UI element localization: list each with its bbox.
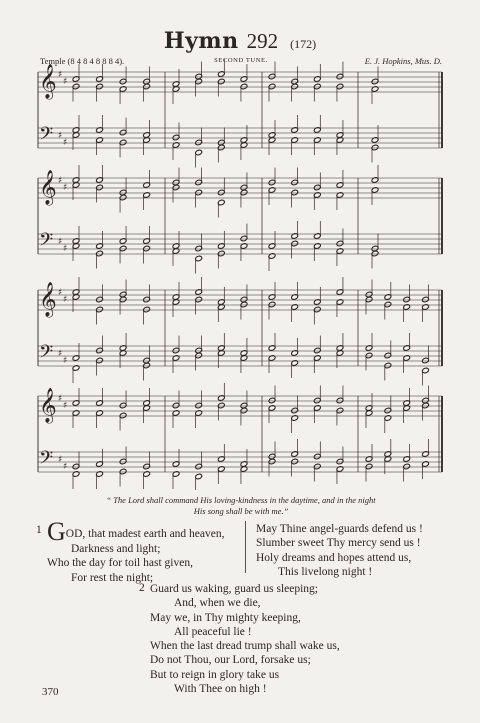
verse-line: OD, that madest earth and heaven, bbox=[65, 528, 225, 540]
key-sharp: ♯ bbox=[58, 70, 63, 80]
verse-line: Who the day for toil hast given, bbox=[47, 557, 193, 570]
key-sharp: ♯ bbox=[63, 295, 68, 305]
key-sharp: ♯ bbox=[58, 394, 63, 404]
verse-1-right bbox=[256, 522, 423, 579]
bass-clef-icon: 𝄢 bbox=[39, 448, 54, 473]
verse-number: 1 bbox=[36, 524, 42, 536]
key-sharp: ♯ bbox=[58, 131, 63, 141]
quote-line: His song shall be with me.” bbox=[193, 506, 289, 516]
verse-line: May Thine angel-guards defend us ! bbox=[256, 523, 423, 535]
verse-line: Darkness and light; bbox=[71, 543, 161, 555]
key-sharp: ♯ bbox=[63, 462, 68, 472]
key-sharp: ♯ bbox=[58, 176, 63, 186]
verse-line: Do not Thou, our Lord, forsake us; bbox=[150, 654, 311, 667]
verse-line: Holy dreams and hopes attend us, bbox=[256, 551, 412, 564]
verse-line: May we, in Thy mighty keeping, bbox=[150, 611, 301, 624]
verse-1-left bbox=[47, 517, 225, 585]
key-sharp: ♯ bbox=[58, 237, 63, 247]
key-sharp: ♯ bbox=[63, 183, 68, 193]
key-sharp: ♯ bbox=[63, 401, 68, 411]
treble-clef-icon: 𝄞 bbox=[39, 282, 57, 317]
bass-clef-icon: 𝄢 bbox=[39, 342, 54, 367]
verse-2 bbox=[150, 582, 340, 696]
verse-line: But to reign in glory take us bbox=[150, 668, 280, 681]
key-sharp: ♯ bbox=[58, 455, 63, 465]
key-sharp: ♯ bbox=[58, 349, 63, 359]
verse-number: 2 bbox=[139, 582, 145, 594]
verse-line: All peaceful lie ! bbox=[174, 625, 252, 638]
page-number: 370 bbox=[42, 686, 59, 698]
bass-clef-icon: 𝄢 bbox=[39, 230, 54, 255]
scripture-quote bbox=[40, 495, 442, 517]
verse-line: When the last dread trump shall wake us, bbox=[150, 640, 340, 653]
column-divider bbox=[245, 521, 246, 573]
key-sharp: ♯ bbox=[58, 288, 63, 298]
hymn-number: 292 bbox=[246, 29, 279, 53]
verse-line: With Thee on high ! bbox=[174, 683, 267, 696]
verse-line: This livelong night ! bbox=[278, 565, 373, 578]
verse-line: And, when we die, bbox=[174, 597, 261, 610]
alt-hymn-number: (172) bbox=[290, 37, 317, 51]
verse-line: For rest the night; bbox=[71, 571, 154, 584]
drop-cap: G bbox=[47, 517, 66, 546]
treble-clef-icon: 𝄞 bbox=[39, 388, 57, 423]
key-sharp: ♯ bbox=[63, 77, 68, 87]
treble-clef-icon: 𝄞 bbox=[39, 64, 57, 99]
bass-clef-icon: 𝄢 bbox=[39, 124, 54, 149]
composer: E. J. Hopkins, Mus. D. bbox=[364, 56, 442, 66]
key-sharp: ♯ bbox=[63, 138, 68, 148]
hymn-word: Hymn bbox=[163, 28, 239, 54]
verse-line: Slumber sweet Thy mercy send us ! bbox=[256, 537, 421, 550]
key-sharp: ♯ bbox=[63, 356, 68, 366]
key-sharp: ♯ bbox=[63, 244, 68, 254]
treble-clef-icon: 𝄞 bbox=[39, 170, 57, 205]
tune-name: Temple (8 4 8 4 8 8 8 4). bbox=[40, 56, 125, 66]
tune-label: SECOND TUNE. bbox=[214, 57, 268, 64]
quote-line: “ The Lord shall command His loving-kindness in the daytime, and in the night bbox=[106, 495, 376, 505]
verse-line: Guard us waking, guard us sleeping; bbox=[150, 583, 318, 595]
